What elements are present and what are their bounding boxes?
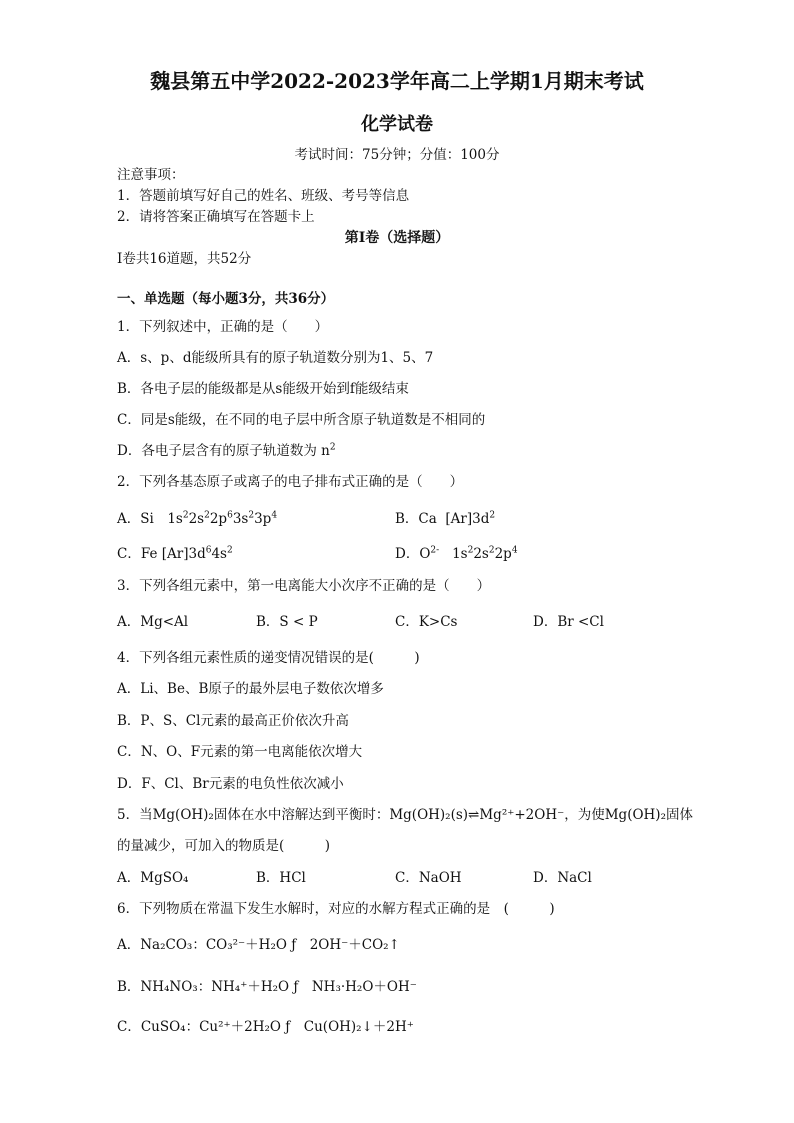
q1-option-c: C．同是s能级，在不同的电子层中所含原子轨道数是不相同的 bbox=[117, 412, 486, 428]
q1-option-b: B．各电子层的能级都是从s能级开始到f能级结束 bbox=[117, 381, 409, 397]
q3-option-d: D．Br <Cl bbox=[533, 614, 604, 630]
q5-stem-line1: 5．当Mg(OH)₂固体在水中溶解达到平衡时：Mg(OH)₂(s)⇌Mg²⁺+2OH⁻，为使Mg(OH)₂固体 bbox=[117, 807, 693, 823]
exam-subtitle: 化学试卷 bbox=[361, 114, 433, 135]
exam-info: 考试时间：75分钟；分值：100分 bbox=[294, 147, 500, 163]
q3-option-a: A．Mg<Al bbox=[117, 614, 189, 630]
q2-stem: 2．下列各基态原子或离子的电子排布式正确的是（ ） bbox=[117, 474, 464, 490]
q2-option-c: C．Fe $[Ar]3d^64s^2$ bbox=[117, 545, 233, 562]
q6-option-a: A．Na₂CO₃：CO₃²⁻＋H₂O ƒ 2OH⁻＋CO₂↑ bbox=[117, 937, 400, 953]
exam-title: 魏县第五中学2022-2023学年高二上学期1月期末考试 bbox=[150, 69, 644, 93]
q4-stem: 4．下列各组元素性质的递变情况错误的是( ) bbox=[117, 650, 420, 666]
section1-title: 第Ⅰ卷（选择题） bbox=[344, 230, 450, 246]
q5-stem-line2: 的量减少，可加入的物质是( ) bbox=[117, 838, 331, 854]
q3-option-c: C．K>Cs bbox=[395, 614, 458, 630]
section1-info: Ⅰ卷共16道题，共52分 bbox=[117, 251, 252, 267]
note-item-2: 2．请将答案正确填写在答题卡上 bbox=[117, 209, 315, 225]
q4-option-d: D．F、Cl、Br元素的电负性依次减小 bbox=[117, 776, 344, 792]
q1-option-d: D．各电子层含有的原子轨道数为 $n^2$ bbox=[117, 442, 336, 459]
q5-option-d: D．NaCl bbox=[533, 870, 592, 886]
q6-option-b: B．NH₄NO₃：NH₄⁺＋H₂O ƒ NH₃·H₂O＋OH⁻ bbox=[117, 979, 417, 995]
part1-heading: 一、单选题（每小题3分，共36分） bbox=[117, 291, 335, 307]
q5-option-a: A．MgSO₄ bbox=[117, 870, 189, 886]
q3-option-b: B．S < P bbox=[256, 614, 318, 630]
q2-option-b: B．Ca $[Ar]3d^2$ bbox=[395, 510, 496, 527]
q4-option-c: C．N、O、F元素的第一电离能依次增大 bbox=[117, 744, 363, 760]
q3-stem: 3．下列各组元素中，第一电离能大小次序不正确的是（ ） bbox=[117, 578, 491, 594]
q5-option-c: C．NaOH bbox=[395, 870, 462, 886]
q6-stem: 6．下列物质在常温下发生水解时，对应的水解方程式正确的是 ( ) bbox=[117, 901, 555, 917]
q1-option-a: A．s、p、d能级所具有的原子轨道数分别为1、5、7 bbox=[117, 350, 434, 366]
note-item-1: 1．答题前填写好自己的姓名、班级、考号等信息 bbox=[117, 188, 410, 204]
q2-option-a: A．Si $1s^22s^22p^63s^23p^4$ bbox=[117, 510, 278, 527]
q4-option-b: B．P、S、Cl元素的最高正价依次升高 bbox=[117, 713, 349, 729]
q4-option-a: A．Li、Be、B原子的最外层电子数依次增多 bbox=[117, 681, 384, 697]
notes-heading: 注意事项： bbox=[117, 167, 185, 183]
q5-option-b: B．HCl bbox=[256, 870, 306, 886]
q2-option-d: D．$O^{2-}$ $1s^22s^22p^4$ bbox=[395, 545, 518, 562]
q6-option-c: C．CuSO₄：Cu²⁺＋2H₂O ƒ Cu(OH)₂↓＋2H⁺ bbox=[117, 1019, 414, 1035]
q1-stem: 1．下列叙述中，正确的是（ ） bbox=[117, 319, 329, 335]
